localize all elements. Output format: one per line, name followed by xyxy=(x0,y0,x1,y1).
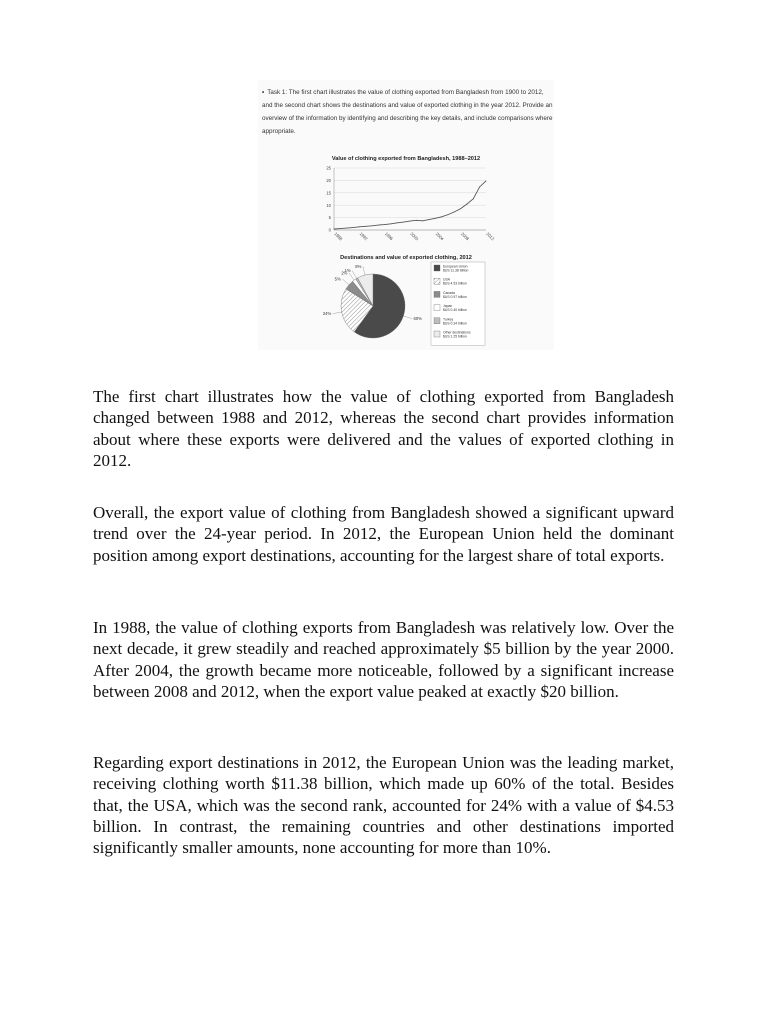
data-point xyxy=(416,220,417,221)
bullet-icon: • xyxy=(262,89,265,96)
data-point xyxy=(372,225,373,226)
data-point xyxy=(422,220,423,221)
pie-leader-line xyxy=(349,273,354,280)
data-point xyxy=(435,218,436,219)
legend-swatch xyxy=(434,331,440,337)
data-point xyxy=(346,228,347,229)
legend-sublabel: $US 1.25 billion xyxy=(443,334,467,339)
pie-percent-label: 2% xyxy=(341,270,348,276)
data-point xyxy=(340,228,341,229)
data-point xyxy=(486,180,487,181)
legend-label: European Union xyxy=(443,264,468,269)
data-point xyxy=(365,226,366,227)
data-point xyxy=(334,229,335,230)
task-prompt-text: Task 1: The first chart illustrates the value of clothing exported from Bangladesh from 1900 to 2012, and the second chart shows the destinations and value of exported clothing in the year 2012. Provide an overview of the information by identifying and describing the key details, and include comparisons where appropriate. xyxy=(262,89,553,135)
essay-paragraph-line-details: In 1988, the value of clothing exports from Bangladesh was relatively low. Over the next decade, it grew steadily and reached approximately $5 billion by the year 2000. After 2004, the growth became more noticeable, followed by a significant increase between 2008 and 2012, when the export value peaked at exactly $20 billion. xyxy=(93,618,674,701)
legend-swatch xyxy=(434,265,440,271)
legend-label: Turkey xyxy=(443,317,454,322)
data-point xyxy=(410,221,411,222)
data-point xyxy=(448,214,449,215)
pie-percent-label: 1% xyxy=(344,268,351,274)
data-point xyxy=(441,216,442,217)
y-tick-label: 0 xyxy=(328,227,331,233)
y-tick-label: 5 xyxy=(328,215,331,221)
legend-sublabel: $US 11.38 billion xyxy=(443,268,469,273)
x-tick-label: 2004 xyxy=(434,231,445,242)
data-point xyxy=(359,226,360,227)
x-tick-label: 2000 xyxy=(409,231,420,242)
essay-paragraph-intro: The first chart illustrates how the value of clothing exported from Bangladesh changed between 1988 and 2012, whereas the second chart provides information about where these exports were delivered and the values of exported clothing in 2012. xyxy=(93,387,674,470)
pie-percent-label: 60% xyxy=(413,316,422,322)
legend-label: Other destinations xyxy=(443,330,471,335)
legend-sublabel: $US 4.53 billion xyxy=(443,281,467,286)
legend-sublabel: $US 0.34 billion xyxy=(443,321,467,326)
x-tick-label: 1992 xyxy=(358,231,369,242)
pie-percent-label: 8% xyxy=(355,263,362,269)
data-point xyxy=(479,186,480,187)
pie-percent-label: 5% xyxy=(334,276,341,282)
data-point xyxy=(403,222,404,223)
x-tick-label: 1988 xyxy=(333,231,344,242)
data-point xyxy=(467,204,468,205)
y-tick-label: 20 xyxy=(326,178,331,183)
pie-leader-line xyxy=(352,271,357,279)
pie-leader-line xyxy=(333,312,342,314)
data-point xyxy=(378,225,379,226)
line-chart-title: Value of clothing exported from Bangladesh, 1988–2012 xyxy=(331,156,481,162)
data-point xyxy=(391,223,392,224)
y-tick-label: 15 xyxy=(326,190,331,196)
legend-sublabel: $US 0.97 billion xyxy=(443,294,467,299)
task-image xyxy=(258,80,554,350)
legend-label: USA xyxy=(443,277,450,282)
pie-leader-line xyxy=(363,266,365,275)
line-chart xyxy=(258,164,554,250)
data-point xyxy=(429,219,430,220)
data-point xyxy=(473,198,474,199)
legend-sublabel: $US 0.40 billion xyxy=(443,308,467,313)
legend-swatch xyxy=(434,278,440,284)
y-tick-label: 10 xyxy=(326,202,331,208)
data-point xyxy=(454,211,455,212)
legend-swatch xyxy=(434,318,440,324)
x-tick-label: 1996 xyxy=(383,231,395,242)
pie-percent-label: 24% xyxy=(322,311,332,317)
task-prompt xyxy=(262,86,554,138)
legend-swatch xyxy=(434,291,440,297)
legend-label: Canada xyxy=(443,290,455,295)
x-tick-label: 2008 xyxy=(459,231,471,242)
data-point xyxy=(353,227,354,228)
essay-paragraph-pie-details: Regarding export destinations in 2012, the European Union was the leading market, receiving clothing worth $11.38 billion, which made up 60% of the total. Besides that, the USA, which was the second rank, accounted for 24% with a value of $4.53 billion. In contrast, the remaining countries and other destinations imported significantly smaller amounts, none accounting for more than 10%. xyxy=(93,753,674,858)
x-tick-label: 2012 xyxy=(485,231,496,242)
legend-swatch xyxy=(434,305,440,311)
legend-label: Japan xyxy=(443,304,453,309)
essay-paragraph-overview: Overall, the export value of clothing from Bangladesh showed a significant upward trend over the 24-year period. In 2012, the European Union held the dominant position among export destinations, accounting for the largest share of total exports. xyxy=(93,503,674,565)
data-point xyxy=(384,224,385,225)
data-point xyxy=(460,208,461,209)
data-point xyxy=(397,222,398,223)
pie-leader-line xyxy=(342,279,349,285)
pie-chart xyxy=(258,260,554,352)
pie-leader-line xyxy=(403,316,412,319)
y-tick-label: 25 xyxy=(326,165,331,171)
pie-chart-title: Destinations and value of exported clothing, 2012 xyxy=(340,255,472,261)
